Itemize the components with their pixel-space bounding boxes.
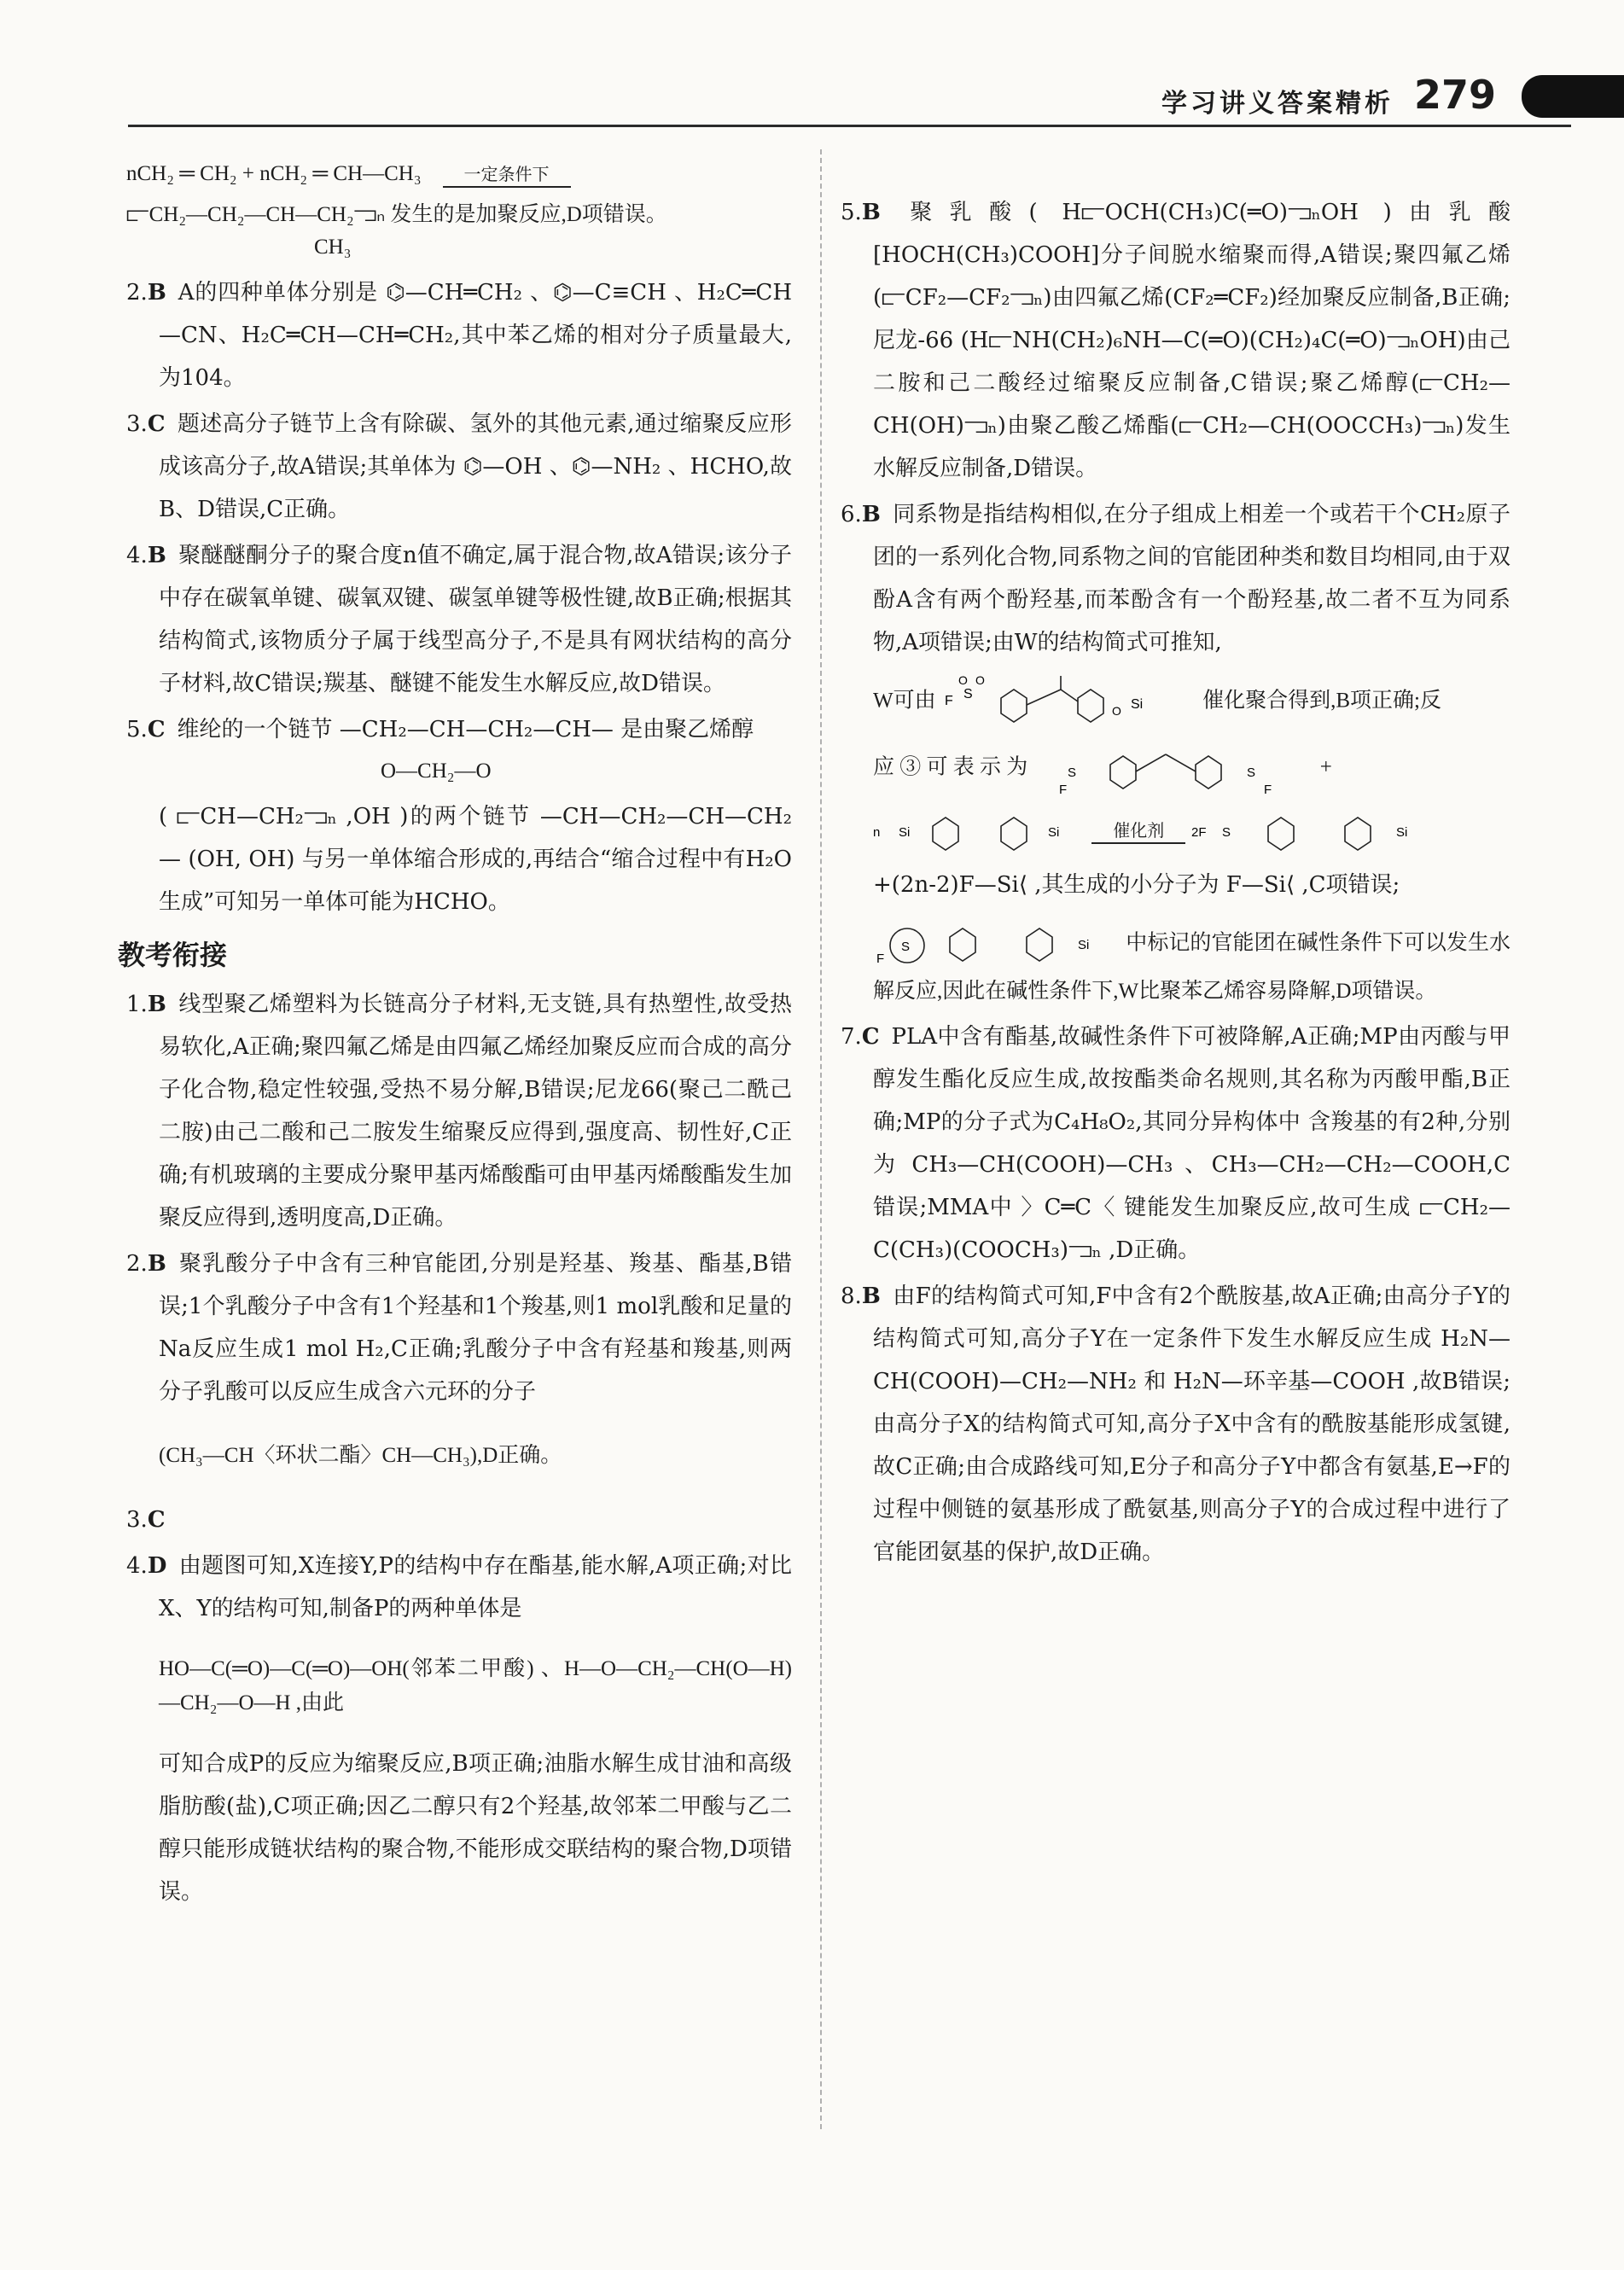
item-answer: C [861, 1024, 880, 1050]
item-answer: B [861, 502, 881, 527]
line-text-b: 催化聚合得到,B项正确;反 [1202, 689, 1441, 713]
column-divider [820, 149, 822, 2129]
item-answer: B [147, 992, 166, 1017]
polymer-product-structure [1191, 806, 1447, 857]
page-header [0, 0, 1624, 128]
answer-item-2 [126, 271, 792, 399]
reactant-structure [1033, 739, 1315, 799]
item-text: 聚乳酸( H⫍OCH(CH₃)C(═O)⫎ₙOH )由乳酸[HOCH(CH₃)COOH]分子间脱水缩聚而得,A错误;聚四氟乙烯(⫍CF₂—CF₂⫎ₙ)由四氟乙烯(CF₂═CF₂)经加聚反应制备,B正确;尼龙-66 (H⫍NH(CH₂)₆NH—C(═O)(CH₂)₄C(═O)⫎ₙOH)由己二胺和己二酸经过缩聚反应制备,C错误;聚乙烯醇(⫍CH₂—CH(OH)⫎ₙ)由聚乙酸乙烯酯(⫍CH₂—CH(OOCCH₃)⫎ₙ)发生水解反应制备,D错误。 [873, 200, 1510, 481]
answer-item-5 [126, 708, 792, 923]
svg-text:Si: Si [1395, 825, 1407, 840]
svg-text:Si: Si [899, 825, 911, 840]
item-answer: C [147, 1507, 166, 1533]
item-number: 3. [126, 411, 148, 437]
item-answer: B [147, 280, 166, 306]
item-text: 聚乳酸分子中含有三种官能团,分别是羟基、羧基、酯基,B错误;1个乳酸分子中含有1个羟基和1个羧基,则1 mol乳酸和足量的Na反应生成1 mol H₂,C正确;乳酸分子中含有羟基和羧基,则两分子乳酸可以反应生成含六元环的分子 [159, 1251, 792, 1405]
svg-text:Si: Si [1130, 697, 1144, 712]
right-column [841, 154, 1510, 1577]
item-number: 6. [841, 502, 862, 527]
item-answer: B [861, 200, 881, 225]
section-item-2 [126, 1243, 792, 1473]
item-text-cont: 含羧基的有2种,分别为 CH₃—CH(COOH)—CH₃ 、CH₃—CH₂—CH₂—COOH,C错误;MMA中 〉C═C〈 键能发生加聚反应,故可生成 ⫍CH₂—C(CH₃)(COOCH₃)⫎ₙ ,D正确。 [873, 1109, 1511, 1263]
catalyst-arrow [1091, 822, 1185, 844]
item-answer: B [861, 1283, 881, 1309]
svg-text:O: O [958, 673, 968, 687]
svg-text:S: S [1246, 765, 1255, 780]
reaction-3-product-line [873, 806, 1510, 857]
header-title: 学习讲义答案精析 [1161, 89, 1394, 119]
svg-text:F: F [876, 952, 885, 966]
bisphenol-sulfonyl-structure [941, 672, 1197, 732]
top-equation-product [126, 198, 792, 232]
item-text: 同系物是指结构相似,在分子组成上相差一个或若干个CH₂原子团的一系列化合物,同系物之间的官能团种类和数目均相同,由于双酚A含有两个酚羟基,而苯酚含有一个酚羟基,故二者不互为同系物,A项错误;由W的结构简式可推知, [873, 502, 1510, 655]
reaction-3-line: 应 ③ 可 表 示 为 S S F F + [873, 739, 1510, 799]
answer-item-4 [126, 534, 792, 705]
svg-text:Si: Si [1048, 825, 1060, 840]
section-item-3 [126, 1499, 792, 1541]
product-branch [126, 230, 792, 265]
svg-text:n: n [873, 825, 881, 840]
svg-text:S: S [1067, 765, 1076, 780]
item-text: A的四种单体分别是 ⌬—CH═CH₂ 、⌬—C≡CH 、H₂C═CH—CN、H₂C═CH—CH═CH₂,其中苯乙烯的相对分子质量最大,为104。 [159, 280, 792, 391]
answer-item-r8 [841, 1275, 1510, 1574]
w-source-line [873, 672, 1510, 732]
formula-text: HO—C(═O)—C(═O)—OH(邻苯二甲酸) 、H—O—CH₂—CH(O—H)—CH₂—O—H ,由此 [159, 1657, 792, 1714]
branch-ch3: CH₃ [314, 236, 352, 259]
marked-group-line [873, 915, 1510, 1009]
equation-reactants: nCH₂ ═ CH₂ + nCH₂ ═ CH—CH₃ [126, 162, 422, 185]
svg-text:2F: 2F [1190, 825, 1207, 840]
answer-item-r5 [841, 191, 1510, 490]
svg-text:Si: Si [1078, 938, 1090, 952]
item-text: 聚醚醚酮分子的聚合度n值不确定,属于混合物,故A错误;该分子中存在碳氧单键、碳氧双键、碳氢单键等极性键,故B正确;根据其结构简式,该物质分子属于线型高分子,不是具有网状结构的高分子材料,故C错误;羰基、醚键不能发生水解反应,故D错误。 [159, 543, 792, 696]
answer-item-3 [126, 403, 792, 531]
item-number: 1. [126, 992, 148, 1017]
svg-text:O: O [1111, 704, 1121, 718]
item-text: 由F的结构简式可知,F中含有2个酰胺基,故A正确;由高分子Y的结构简式可知,高分子Y在一定条件下发生水解反应生成 H₂N—CH(COOH)—CH₂—NH₂ 和 H₂N—环辛基—COOH ,故B错误;由高分子X的结构简式可知,高分子X中含有的酰胺基能形成氢键,故C正确;由合成路线可知,E分子和高分子Y中都含有氨基,E→F的过程中侧链的氨基形成了酰氨基,则高分子Y的合成过程中进行了官能团氨基的保护,故D正确。 [873, 1283, 1510, 1565]
item-answer: D [147, 1553, 167, 1579]
item-number: 2. [126, 280, 148, 306]
svg-text:S: S [963, 687, 973, 701]
item-answer: C [147, 717, 166, 742]
section-item-4 [126, 1545, 792, 1913]
silyl-ether-structure [873, 806, 1086, 857]
item-text-cont: 可知合成P的反应为缩聚反应,B项正确;油脂水解生成甘油和高级脂肪酸(盐),C项正确;因乙二醇只有2个羟基,故邻苯二甲酸与乙二醇只能形成链状结构的聚合物,不能形成交联结构的聚合物,D项错误。 [159, 1751, 792, 1905]
monomers-formula [159, 1652, 792, 1720]
equation-product: ⫍CH₂—CH₂—CH—CH₂⫎ₙ 发生的是加聚反应,D项错误。 [126, 203, 667, 226]
marked-w-structure [873, 915, 1121, 975]
item-number: 7. [841, 1024, 862, 1050]
svg-text:S: S [1221, 825, 1231, 840]
item-number: 2. [126, 1251, 148, 1277]
item-text: 维纶的一个链节 —CH₂—CH—CH₂—CH— 是由聚乙烯醇 [177, 717, 754, 742]
svg-text:O: O [975, 673, 985, 687]
item-text-cont: +(2n-2)F—Si⟨ ,其生成的小分子为 F—Si⟨ ,C项错误; [873, 872, 1400, 898]
lactide-formula [159, 1439, 792, 1473]
answer-item-r7 [841, 1016, 1510, 1272]
item-text: 线型聚乙烯塑料为长链高分子材料,无支链,具有热塑性,故受热易软化,A正确;聚四氟乙烯是由四氟乙烯经加聚反应而合成的高分子化合物,稳定性较强,受热不易分解,B错误;尼龙66(聚己二酰己二胺)由己二酸和己二胺发生缩聚反应得到,强度高、韧性好,C正确;有机玻璃的主要成分聚甲基丙烯酸酯可由甲基丙烯酸酯发生加聚反应得到,透明度高,D正确。 [159, 992, 792, 1231]
item-text: PLA中含有酯基,故碱性条件下可被降解,A正确;MP由丙酸与甲醇发生酯化反应生成,故按酯类命名规则,其名称为丙酸甲酯,B正确;MP的分子式为C₄H₈O₂,其同分异构体中 [873, 1024, 1510, 1135]
item-number: 8. [841, 1283, 862, 1309]
item-text: 由题图可知,X连接Y,P的结构中存在酯基,能水解,A项正确;对比X、Y的结构可知,制备P的两种单体是 [159, 1553, 792, 1621]
item-number: 4. [126, 543, 148, 568]
line-text: 应 ③ 可 表 示 为 [873, 755, 1028, 779]
svg-text:F: F [944, 694, 953, 708]
line-text: W可由 [873, 689, 936, 713]
svg-text:F: F [1263, 783, 1272, 797]
svg-text:S: S [901, 940, 911, 954]
item-number: 3. [126, 1507, 148, 1533]
item-number: 4. [126, 1553, 148, 1579]
item-answer: C [147, 411, 166, 437]
reaction-arrow [443, 166, 571, 188]
item-answer: B [147, 1251, 166, 1277]
reaction-condition: 一定条件下 [463, 166, 550, 184]
formula-text: (CH₃—CH〈环状二酯〉CH—CH₃),D正确。 [159, 1444, 562, 1467]
item-answer: B [147, 543, 166, 568]
left-column [118, 154, 792, 1917]
line-text: 中标记的官能团在碱性条件下可以发生水解反应,因此在碱性条件下,W比聚苯乙烯容易降解,D项错误。 [873, 931, 1510, 1003]
item-text: 题述高分子链节上含有除碳、氢外的其他元素,通过缩聚反应形成该高分子,故A错误;其单体为 ⌬—OH 、⌬—NH₂ 、HCHO,故B、D错误,C正确。 [159, 411, 792, 522]
item-text-cont: ( ⫍CH—CH₂⫎ₙ ,OH )的两个链节 —CH—CH₂—CH—CH₂— (OH, OH) 与另一单体缩合形成的,再结合“缩合过程中有H₂O生成”可知另一单体可能为HCHO。 [159, 804, 792, 915]
header-rule [128, 125, 1571, 127]
header-tab-mark [1522, 75, 1624, 118]
item-number: 5. [126, 717, 148, 742]
vinylon-ring [159, 754, 792, 789]
page-number: 279 [1413, 72, 1496, 118]
answer-item-r6 [841, 493, 1510, 1009]
ring-formula: O—CH₂—O [381, 760, 492, 783]
catalyst-label: 催化剂 [1113, 821, 1165, 841]
top-equation [126, 157, 792, 191]
section-item-1 [126, 983, 792, 1239]
item-number: 5. [841, 200, 862, 225]
section-title: 教考衔接 [118, 939, 228, 971]
svg-text:F: F [1058, 783, 1067, 797]
